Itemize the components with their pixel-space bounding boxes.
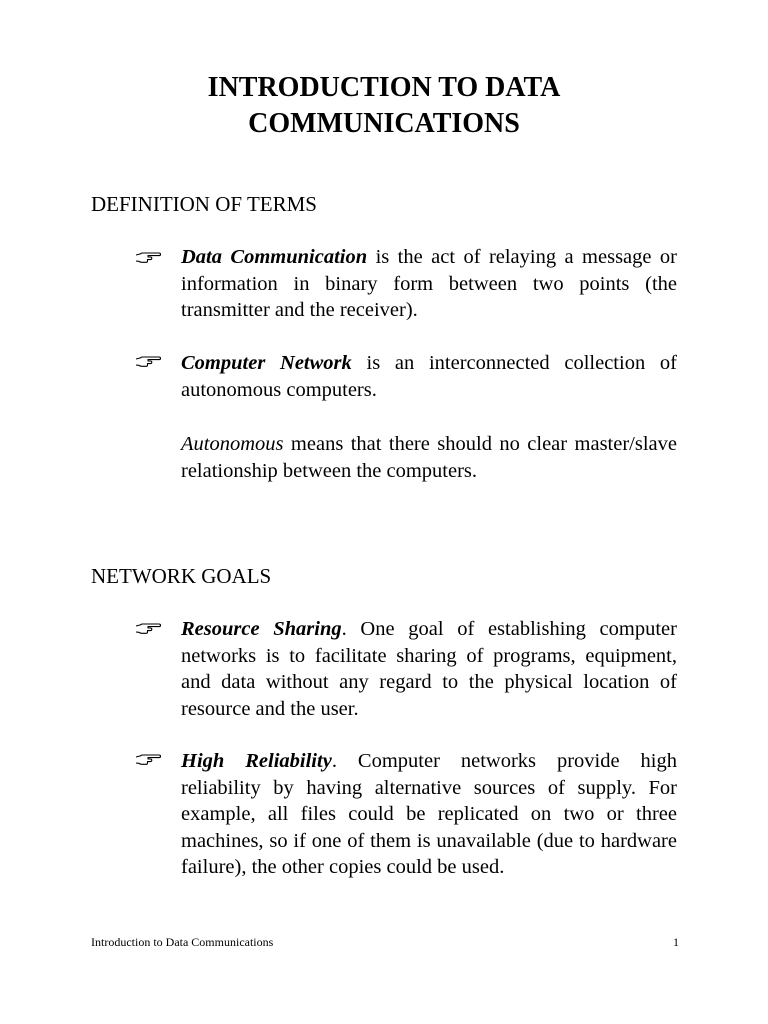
note-autonomous: [181, 431, 677, 484]
definition-computer-network: [181, 350, 677, 403]
pointing-hand-icon: [135, 355, 161, 369]
goal-high-reliability: [181, 748, 677, 881]
footer-title: Introduction to Data Communications: [91, 935, 274, 949]
term-autonomous: Autonomous: [181, 433, 284, 455]
term-high-reliability: High Reliability: [181, 750, 332, 772]
goal-text: . One goal of establishing computer networks is to facilitate sharing of programs, equipment, and data without any regard to the physical location of resource and the user.: [181, 618, 677, 720]
section-heading-network-goals: NETWORK GOALS: [91, 564, 272, 588]
page-title-line-1: INTRODUCTION TO DATA: [207, 72, 561, 103]
pointing-hand-icon: [135, 251, 161, 265]
term-computer-network: Computer Network: [181, 352, 352, 374]
definition-data-communication: [181, 244, 677, 324]
definition-text: is an interconnected collection of autonomous computers.: [181, 352, 677, 401]
goal-text: . Computer networks provide high reliability by having alternative sources of supply. For example, all files could be replicated on two or three machines, so if one of them is unavailable (due to hardware failure), the other copies could be used.: [181, 750, 677, 878]
term-resource-sharing: Resource Sharing: [181, 618, 342, 640]
page-number: 1: [673, 935, 679, 949]
definition-text: is the act of relaying a message or information in binary form between two points (the transmitter and the receiver).: [181, 246, 677, 321]
section-heading-definition-of-terms: DEFINITION OF TERMS: [91, 192, 317, 216]
pointing-hand-icon: [135, 753, 161, 767]
goal-resource-sharing: [181, 616, 677, 722]
note-text: means that there should no clear master/slave relationship between the computers.: [181, 433, 677, 482]
page-footer: [91, 935, 679, 949]
term-data-communication: Data Communication: [181, 246, 368, 268]
pointing-hand-icon: [135, 622, 161, 636]
page-title-line-2: COMMUNICATIONS: [248, 108, 520, 139]
